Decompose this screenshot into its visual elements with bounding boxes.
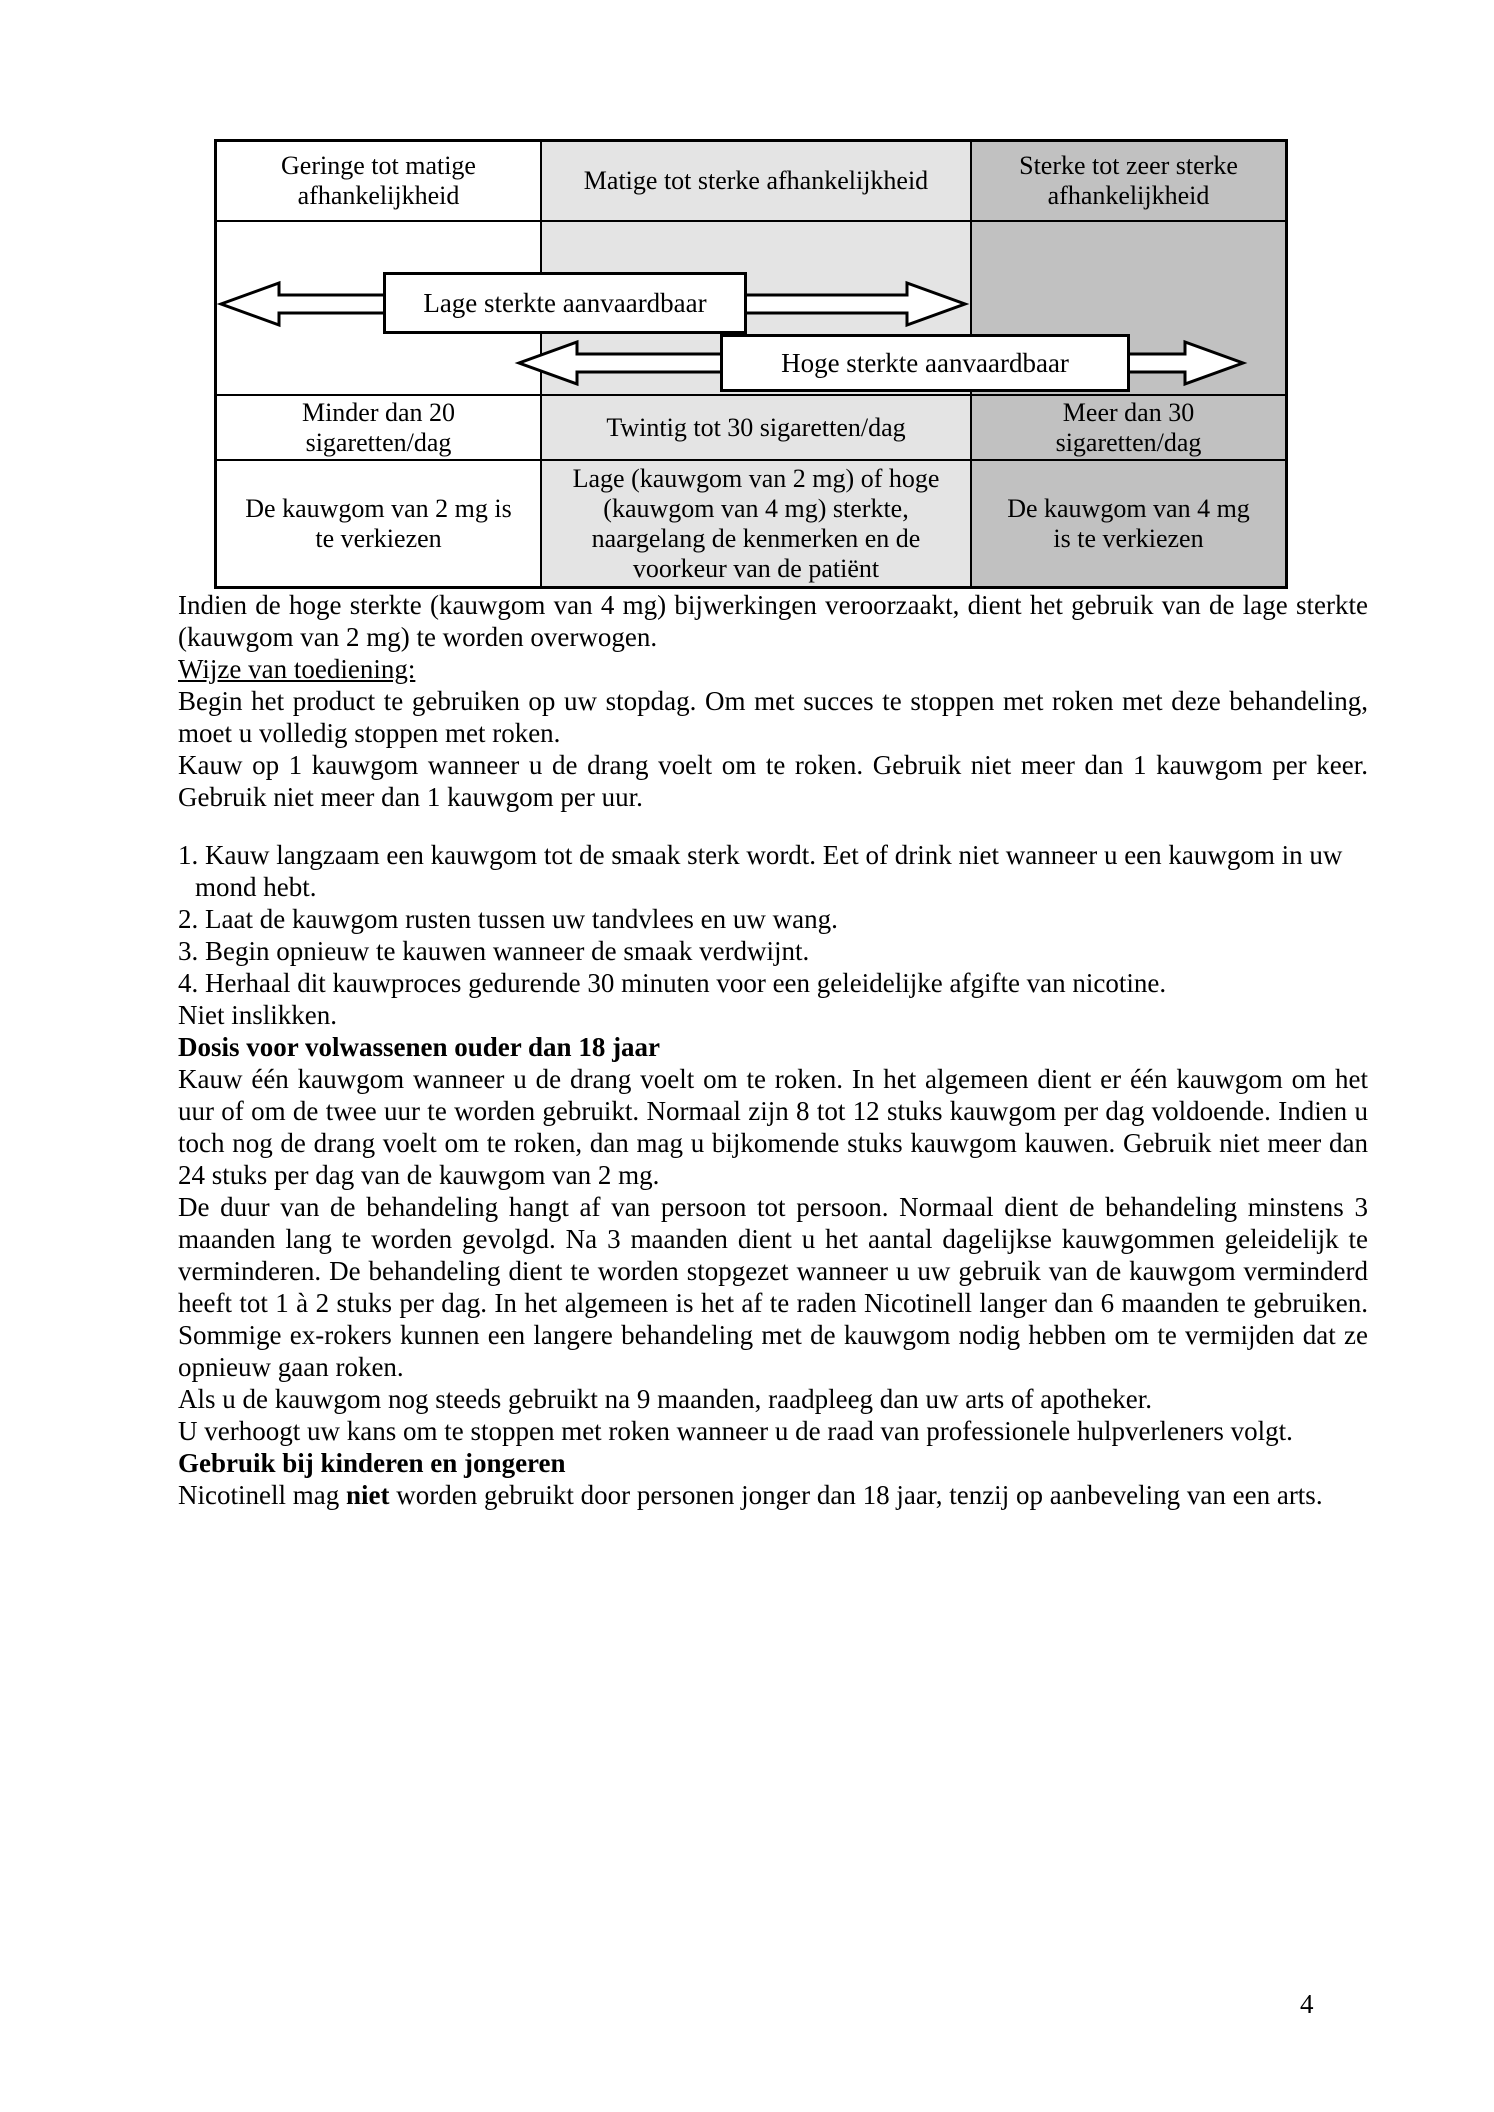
cell-20-to-30: Twintig tot 30 sigaretten/dag bbox=[540, 394, 970, 460]
table-recommendation-row bbox=[217, 459, 1285, 586]
paragraph-adult-dose: Kauw één kauwgom wanneer u de drang voelt om te roken. In het algemeen dient er één kauwgom om het uur of om de twee uur te worden gebruikt. Normaal zijn 8 tot 12 stuks kauwgom per dag voldoende. Indien u toch nog de drang voelt om te roken, dan mag u bijkomende stuks kauwgom kauwen. Gebruik niet meer dan 24 stuks per dag van de kauwgom van 2 mg. bbox=[178, 1064, 1368, 1190]
heading-adult-dose: Dosis voor volwassenen ouder dan 18 jaar bbox=[178, 1032, 661, 1062]
cell-more-than-30: Meer dan 30 sigaretten/dag bbox=[970, 394, 1285, 460]
paragraph-side-effects: Indien de hoge sterkte (kauwgom van 4 mg) bijwerkingen veroorzaakt, dient het gebruik van de lage sterkte (kauwgom van 2 mg) te worden overwogen. bbox=[178, 590, 1368, 652]
list-item-3: 3. Begin opnieuw te kauwen wanneer de smaak verdwijnt. bbox=[178, 936, 810, 966]
paragraph-chew-one-gum: Kauw op 1 kauwgom wanneer u de drang voelt om te roken. Gebruik niet meer dan 1 kauwgom per keer. Gebruik niet meer dan 1 kauwgom per uur. bbox=[178, 750, 1368, 812]
list-item-1: 1. Kauw langzaam een kauwgom tot de smaak sterk wordt. Eet of drink niet wanneer u een kauwgom in uw mond hebt. bbox=[178, 840, 1343, 902]
low-strength-label-box: Lage sterkte aanvaardbaar bbox=[383, 272, 747, 334]
cell-low-or-high: Lage (kauwgom van 2 mg) of hoge (kauwgom van 4 mg) sterkte, naargelang de kenmerken en de voorkeur van de patiënt bbox=[540, 459, 970, 586]
cell-prefer-2mg: De kauwgom van 2 mg is te verkiezen bbox=[217, 459, 540, 586]
children-text-prefix: Nicotinell mag bbox=[178, 1480, 346, 1510]
body-text bbox=[178, 589, 1368, 1511]
paragraph-treatment-duration: De duur van de behandeling hangt af van persoon tot persoon. Normaal dient de behandeling minstens 3 maanden lang te worden gevolgd. Na 3 maanden dient u het aantal dagelijkse kauwgommen geleidelijk te verminderen. De behandeling dient te worden stopgezet wanneer u uw gebruik van de kauwgom verminderd heeft tot 1 à 2 stuks per dag. In het algemeen is het af te raden Nicotinell langer dan 6 maanden te gebruiken. Sommige ex-rokers kunnen een langere behandeling met de kauwgom nodig hebben om te vermijden dat ze opnieuw gaan roken. bbox=[178, 1192, 1368, 1382]
list-item-2: 2. Laat de kauwgom rusten tussen uw tandvlees en uw wang. bbox=[178, 904, 838, 934]
arrow-row-cell-3 bbox=[970, 220, 1285, 394]
heading-children: Gebruik bij kinderen en jongeren bbox=[178, 1448, 566, 1478]
table-header-row bbox=[217, 142, 1285, 220]
paragraph-professional-help: U verhoogt uw kans om te stoppen met roken wanneer u de raad van professionele hulpverleners volgt. bbox=[178, 1416, 1293, 1446]
paragraph-nine-months: Als u de kauwgom nog steeds gebruikt na 9 maanden, raadpleeg dan uw arts of apotheker. bbox=[178, 1384, 1152, 1414]
table-grid bbox=[214, 139, 1288, 589]
table-arrow-row bbox=[217, 220, 1285, 394]
children-text-suffix: worden gebruikt door personen jonger dan 18 jaar, tenzij op aanbeveling van een arts. bbox=[389, 1480, 1323, 1510]
arrow-row-cell-2 bbox=[540, 220, 970, 394]
header-cell-low-dependency: Geringe tot matige afhankelijkheid bbox=[217, 142, 540, 220]
children-text-bold-not: niet bbox=[345, 1480, 390, 1510]
table-cigarettes-row bbox=[217, 394, 1285, 459]
dependency-strength-table bbox=[214, 139, 1494, 589]
cell-prefer-4mg: De kauwgom van 4 mg is te verkiezen bbox=[970, 459, 1285, 586]
high-strength-label-box: Hoge sterkte aanvaardbaar bbox=[720, 334, 1130, 392]
page-number: 4 bbox=[1300, 1989, 1314, 2019]
chewing-instructions-list bbox=[178, 839, 1368, 999]
heading-administration-method: Wijze van toediening: bbox=[178, 654, 416, 684]
paragraph-do-not-swallow: Niet inslikken. bbox=[178, 1000, 337, 1030]
paragraph-children bbox=[178, 1479, 1368, 1511]
paragraph-quit-day: Begin het product te gebruiken op uw stopdag. Om met succes te stoppen met roken met deze behandeling, moet u volledig stoppen met roken. bbox=[178, 686, 1368, 748]
arrow-row-cell-1 bbox=[217, 220, 540, 394]
cell-less-than-20: Minder dan 20 sigaretten/dag bbox=[217, 394, 540, 460]
header-cell-medium-dependency: Matige tot sterke afhankelijkheid bbox=[540, 142, 970, 220]
header-cell-high-dependency: Sterke tot zeer sterke afhankelijkheid bbox=[970, 142, 1285, 220]
list-item-4: 4. Herhaal dit kauwproces gedurende 30 minuten voor een geleidelijke afgifte van nicotine. bbox=[178, 968, 1167, 998]
